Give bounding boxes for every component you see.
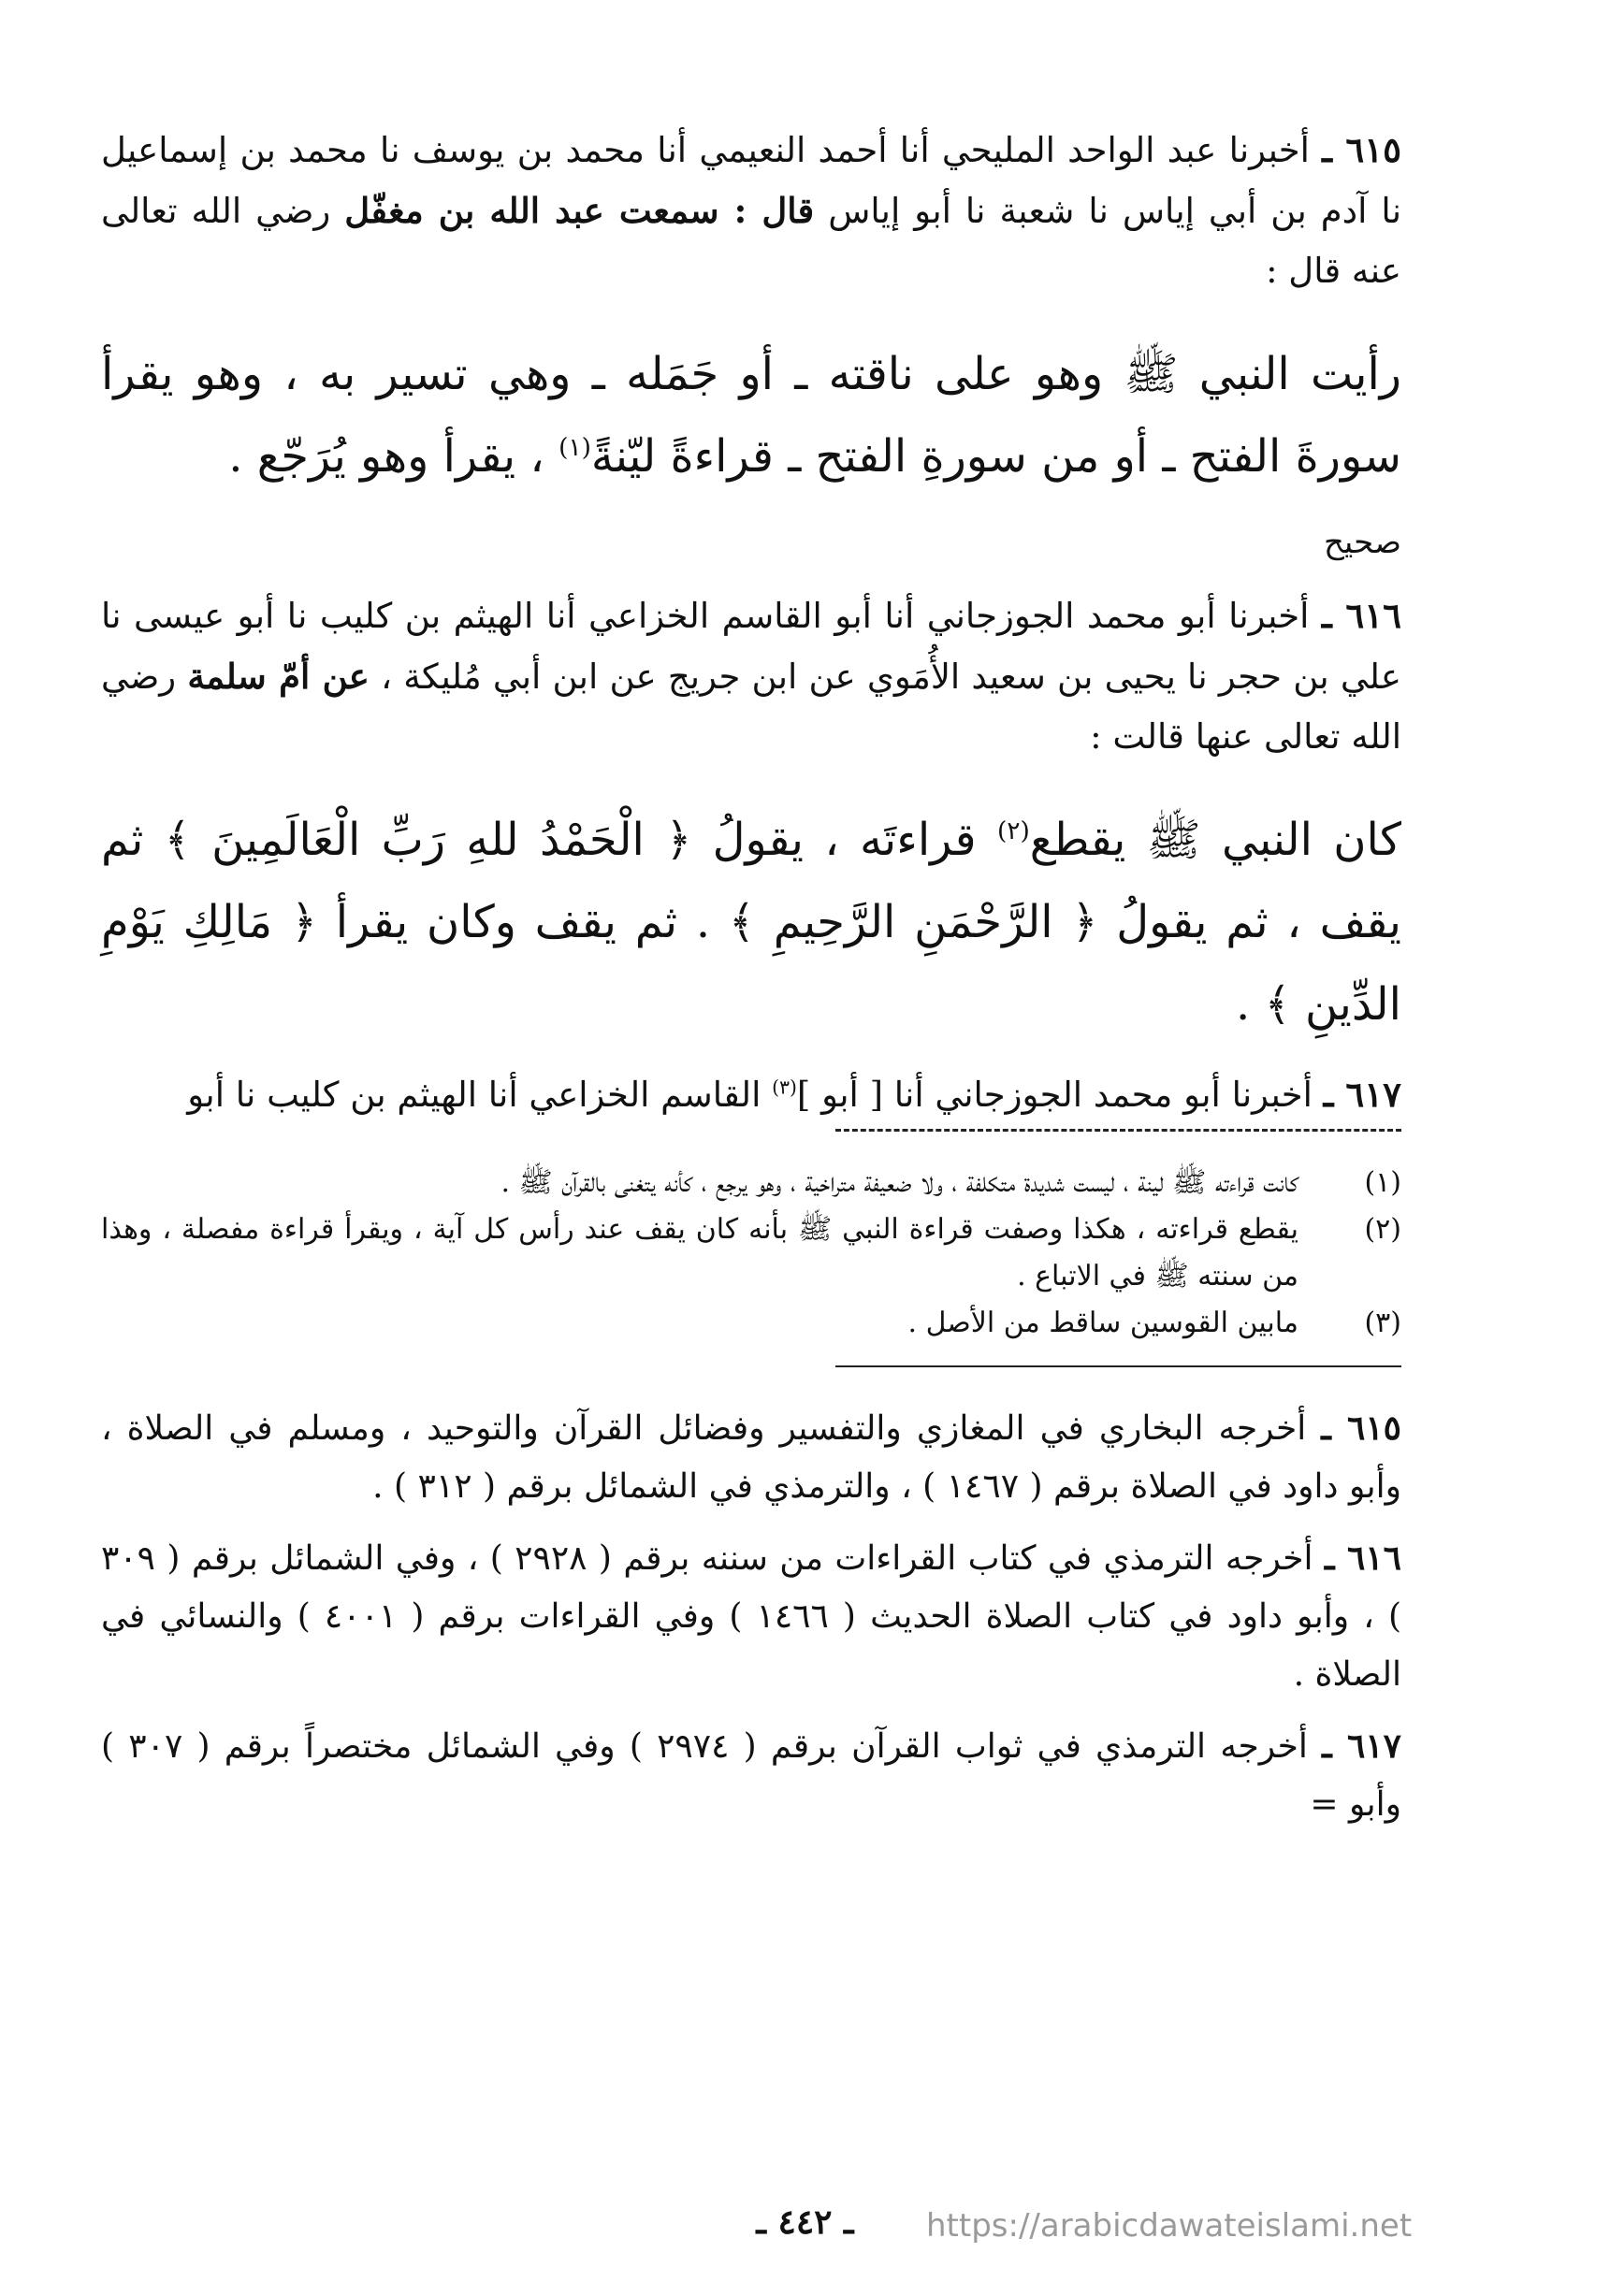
hadith-616-matn-a: كان النبي ﷺ يقطع <box>1029 814 1401 866</box>
footnote-number: (٣) <box>1364 1307 1401 1339</box>
footnote-separator <box>835 1129 1401 1132</box>
hadith-616-matn <box>101 799 1401 1046</box>
hadith-616-number: ٦١٦ ـ <box>1321 595 1401 636</box>
footnote-ref-1[interactable]: (١) <box>558 433 591 462</box>
footnote-text: يقطع قراءته ، هكذا وصفت قراءة النبي ﷺ بأنه كان يقف عند رأس كل آية ، ويقرأ قراءة مفصلة ، وهذا من سنته ﷺ في الاتباع . <box>101 1213 1298 1292</box>
hadith-615-isnad-end: رضي الله تعالى عنه قال : <box>101 191 1401 291</box>
footnote-2 <box>101 1206 1401 1300</box>
footnote-text: كانت قراءته ﷺ لينة ، ليست شديدة متكلفة ، ولا ضعيفة متراخية ، وهو يرجع ، كأنه يتغنى بالقرآن ﷺ . <box>500 1166 1298 1199</box>
hadith-617-isnad <box>101 1064 1401 1125</box>
hadith-616-isnad-text: أخبرنا أبو محمد الجوزجاني أنا أبو القاسم الخزاعي أنا الهيثم بن كليب نا أبو عيسى نا علي بن حجر نا يحيى بن سعيد الأُمَوي عن ابن جريج عن ابن أبي مُليكة ، <box>101 596 1402 697</box>
hadith-616-narrator: عن أمّ سلمة <box>187 656 370 697</box>
takhrij-separator <box>835 1365 1401 1367</box>
hadith-615-narrator: قال : سمعت عبد الله بن مغفّل <box>344 190 815 231</box>
takhrij-number: ٦١٦ ـ <box>1324 1538 1401 1578</box>
hadith-617-text-b: القاسم الخزاعي أنا الهيثم بن كليب نا أبو <box>187 1075 773 1115</box>
hadith-617-text-a: أخبرنا أبو محمد الجوزجاني أنا [ أبو ] <box>796 1075 1324 1115</box>
footnote-text: مابين القوسين ساقط من الأصل . <box>907 1307 1298 1339</box>
takhrij-number: ٦١٥ ـ <box>1321 1408 1401 1448</box>
hadith-615-isnad <box>101 120 1401 301</box>
hadith-616-isnad-end: رضي الله تعالى عنها قالت : <box>101 657 1401 757</box>
page-number: ـ ٤٤٢ ـ <box>756 2202 854 2242</box>
takhrij-text: أخرجه الترمذي في كتاب القراءات من سننه برقم ( ٢٩٢٨ ) ، وفي الشمائل برقم ( ٣٠٩ ) ، وأبو داود في كتاب الصلاة الحديث ( ١٤٦٦ ) وفي القراءات برقم ( ٤٠٠١ ) والنسائي في الصلاة . <box>101 1539 1401 1694</box>
hadith-615-isnad-text: أخبرنا عبد الواحد المليحي أنا أحمد النعيمي أنا محمد بن يوسف نا محمد بن إسماعيل نا آدم بن أبي إياس نا شعبة نا أبو إياس <box>101 130 1401 231</box>
takhrij-number: ٦١٧ ـ <box>1322 1726 1401 1766</box>
takhrij-616 <box>101 1529 1401 1704</box>
hadith-615-number: ٦١٥ ـ <box>1322 129 1401 170</box>
watermark-url[interactable]: https://arabicdawateislami.net <box>926 2207 1413 2245</box>
page-body <box>101 120 1401 1847</box>
footnote-1 <box>101 1160 1401 1206</box>
takhrij-text: أخرجه الترمذي في ثواب القرآن برقم ( ٢٩٧٤ ) وفي الشمائل مختصراً برقم ( ٣٠٧ ) وأبو = <box>101 1727 1401 1824</box>
hadith-615-grade: صحيح <box>1323 524 1401 561</box>
hadith-616-matn-b: قراءتَه ، يقولُ ﴿ الْحَمْدُ للهِ رَبِّ الْعَالَمِينَ ﴾ ثم يقف ، ثم يقولُ ﴿ الرَّحْمَنِ الرَّحِيمِ ﴾ . ثم يقف وكان يقرأ ﴿ مَالِكِ يَوْمِ الدِّينِ ﴾ . <box>101 814 1401 1031</box>
takhrij-617 <box>101 1717 1401 1834</box>
footnote-number: (١) <box>1364 1166 1401 1199</box>
hadith-615-matn-text: رأيت النبي ﷺ وهو على ناقته ـ أو جَمَله ـ وهي تسير به ، وهو يقرأ سورةَ الفتح ـ أو من سورةِ الفتح ـ قراءةً ليّنةً <box>101 348 1401 483</box>
takhrij-section <box>101 1399 1401 1834</box>
takhrij-615 <box>101 1399 1401 1516</box>
hadith-615-matn <box>101 333 1401 498</box>
footnote-3 <box>101 1300 1401 1347</box>
takhrij-text: أخرجه البخاري في المغازي والتفسير وفضائل القرآن والتوحيد ، ومسلم في الصلاة ، وأبو داود في الصلاة برقم ( ١٤٦٧ ) ، والترمذي في الشمائل برقم ( ٣١٢ ) . <box>101 1409 1401 1506</box>
footnote-ref-3[interactable]: (٣) <box>772 1076 797 1099</box>
footnote-number: (٢) <box>1364 1213 1401 1246</box>
footnote-ref-2[interactable]: (٢) <box>996 816 1030 845</box>
hadith-617-number: ٦١٧ ـ <box>1323 1074 1401 1115</box>
hadith-615-matn-end: ، يقرأ وهو يُرَجّع . <box>228 430 559 483</box>
footnotes <box>101 1160 1401 1347</box>
hadith-616-isnad <box>101 585 1401 767</box>
